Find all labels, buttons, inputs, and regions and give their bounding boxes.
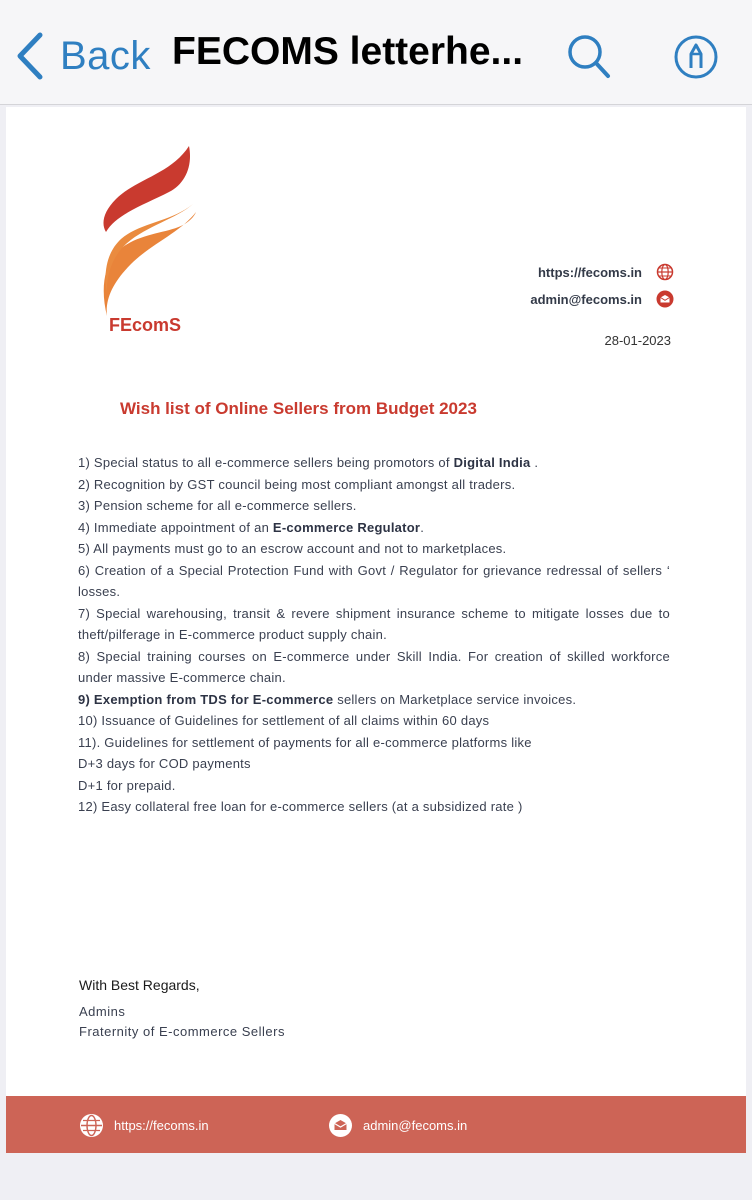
wish-list-item xyxy=(78,689,670,711)
item-text: sellers on Marketplace service invoices. xyxy=(333,691,577,707)
emphasized-text: 9) Exemption from TDS for E-commerce xyxy=(78,691,334,707)
item-text: 10) Issuance of Guidelines for settlement of all claims within 60 days xyxy=(78,713,490,728)
item-text: 8) Special training courses on E-commerce under Skill India. For creation of skilled workforce under massive E-commerce chain. xyxy=(78,648,670,685)
search-icon xyxy=(566,32,612,80)
back-label: Back xyxy=(60,33,151,78)
item-text: 11). Guidelines for settlement of payments for all e-commerce platforms like xyxy=(78,734,532,750)
wish-list-item xyxy=(78,753,670,775)
item-text: 3) Pension scheme for all e-commerce sellers. xyxy=(78,498,357,513)
mail-icon xyxy=(328,1113,353,1138)
item-text: 7) Special warehousing, transit & revere shipment insurance scheme to mitigate losses due to theft/pilferage in E-commerce product supply chain. xyxy=(78,605,670,642)
item-text: 6) Creation of a Special Protection Fund with Govt / Regulator for grievance redressal of sellers ‘ losses. xyxy=(78,562,670,599)
wish-list-item xyxy=(78,495,670,517)
header-email-link[interactable]: admin@fecoms.in xyxy=(530,291,642,307)
item-text: D+3 days for COD payments xyxy=(78,756,251,771)
item-text: . xyxy=(530,455,539,470)
globe-icon xyxy=(79,1113,104,1138)
chevron-left-icon xyxy=(14,31,44,81)
wish-list-item xyxy=(78,775,670,797)
fecoms-flame-logo xyxy=(101,144,211,319)
footer-website xyxy=(79,1113,209,1138)
emphasized-text: E-commerce Regulator xyxy=(272,519,421,535)
globe-icon xyxy=(656,263,674,281)
document-title: FECOMS letterhe... xyxy=(172,30,524,73)
item-text: . xyxy=(420,519,425,535)
item-text: 12) Easy collateral free loan for e-commerce sellers (at a subsidized rate ) xyxy=(78,799,523,814)
closing-regards: With Best Regards, xyxy=(79,977,200,993)
item-text: 4) Immediate appointment of an xyxy=(78,519,273,535)
emphasized-text: Digital India xyxy=(453,455,531,470)
header-website-row xyxy=(538,263,674,281)
signer-name: Admins xyxy=(79,1004,126,1019)
organization-name: Fraternity of E-commerce Sellers xyxy=(79,1024,285,1039)
letter-title: Wish list of Online Sellers from Budget 2023 xyxy=(120,399,477,418)
wish-list-item xyxy=(78,710,670,732)
letter-date: 28-01-2023 xyxy=(604,333,671,348)
wish-list-item xyxy=(78,538,670,560)
search-button[interactable] xyxy=(566,32,612,85)
wish-list-item xyxy=(78,603,670,646)
wish-list-item xyxy=(78,796,670,818)
item-text: 5) All payments must go to an escrow account and not to marketplaces. xyxy=(78,541,507,556)
header-email-row xyxy=(530,290,674,308)
wish-list xyxy=(78,452,670,818)
item-text: D+1 for prepaid. xyxy=(78,777,176,793)
wish-list-item xyxy=(78,517,670,539)
wish-list-item xyxy=(78,732,670,754)
markup-pen-icon xyxy=(673,34,719,80)
footer-email-link[interactable]: admin@fecoms.in xyxy=(363,1118,468,1133)
item-text: 1) Special status to all e-commerce sellers being promotors of xyxy=(78,455,454,470)
markup-button[interactable] xyxy=(673,34,719,85)
header-website-link[interactable]: https://fecoms.in xyxy=(537,264,642,280)
wish-list-item xyxy=(78,452,670,474)
footer-email xyxy=(328,1113,467,1138)
wish-list-item xyxy=(78,474,670,496)
back-button[interactable] xyxy=(14,28,151,84)
letterhead-footer xyxy=(6,1096,746,1153)
wish-list-item xyxy=(78,646,670,689)
wish-list-item xyxy=(78,560,670,603)
item-text: 2) Recognition by GST council being most compliant amongst all traders. xyxy=(78,476,516,492)
mail-icon xyxy=(656,290,674,308)
brand-name: FEcomS xyxy=(109,315,182,335)
navigation-bar xyxy=(0,0,752,105)
footer-website-link[interactable]: https://fecoms.in xyxy=(114,1118,209,1133)
letterhead-page xyxy=(6,107,746,1153)
